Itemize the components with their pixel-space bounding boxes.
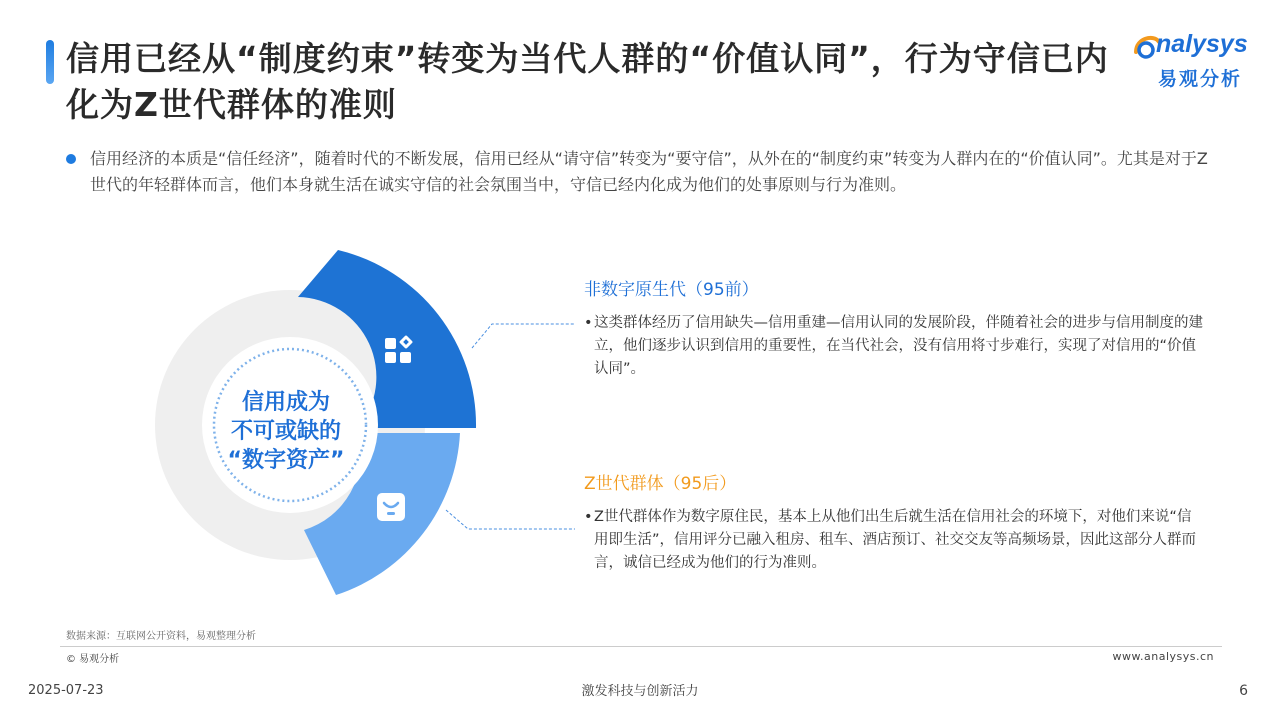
section-title: 非数字原生代（95前）	[584, 280, 759, 300]
intro-text: 信用经济的本质是“信任经济”，随着时代的不断发展，信用已经从“请守信”转变为“要守信”，从外在的“制度约束”转变为人群内在的“价值认同”。尤其是对于Z世代的年轻群体而言，他们本身就生活在诚实守信的社会氛围当中，守信已经内化成为他们的处事原则与行为准则。	[90, 149, 1208, 194]
center-line-2: 不可或缺的	[230, 419, 341, 444]
page-title: 信用已经从“制度约束”转变为当代人群的“价值认同”，行为守信已内化为Z世代群体的准则	[66, 39, 1109, 124]
data-source: 数据来源：互联网公开资料，易观整理分析	[66, 631, 256, 642]
bullet-dot-icon	[66, 154, 76, 164]
shopping-bag-icon	[374, 490, 408, 524]
center-label	[216, 388, 356, 475]
section-title: Z世代群体（95后）	[584, 474, 737, 494]
apps-grid-icon	[382, 334, 416, 368]
footer-slogan: 激发科技与创新活力	[581, 684, 699, 699]
section-body	[584, 312, 1204, 381]
logo-text-cn: 易观分析	[1158, 68, 1243, 90]
section-gen-z	[584, 472, 1204, 575]
logo-text-en: nalysys	[1156, 30, 1248, 58]
section-body	[584, 506, 1204, 575]
section-body-text: 这类群体经历了信用缺失—信用重建—信用认同的发展阶段，伴随着社会的进步与信用制度的建立，他们逐步认识到信用的重要性，在当代社会，没有信用将寸步难行，实现了对信用的“价值认同”。	[594, 315, 1203, 377]
page-number: 6	[1239, 683, 1248, 699]
footer-divider	[60, 646, 1222, 647]
brand-logo	[1130, 30, 1260, 94]
bullet: •	[584, 315, 593, 331]
website-link[interactable]: www.analysys.cn	[1112, 650, 1214, 663]
footer-date: 2025-07-23	[28, 683, 104, 698]
section-body-text: Z世代群体作为数字原住民，基本上从他们出生后就生活在信用社会的环境下，对他们来说“信用即生活”，信用评分已融入租房、租车、酒店预订、社交交友等高频场景，因此这部分人群而言，诚信已经成为他们的行为准则。	[594, 509, 1197, 571]
bullet: •	[584, 509, 593, 525]
title-accent-bar	[46, 40, 54, 84]
copyright: © 易观分析	[66, 654, 120, 665]
center-line-1: 信用成为	[241, 390, 330, 415]
intro-paragraph	[66, 146, 1216, 198]
center-line-3: “数字资产”	[227, 448, 345, 473]
connector-lines	[440, 300, 590, 540]
section-non-digital-native	[584, 278, 1204, 381]
